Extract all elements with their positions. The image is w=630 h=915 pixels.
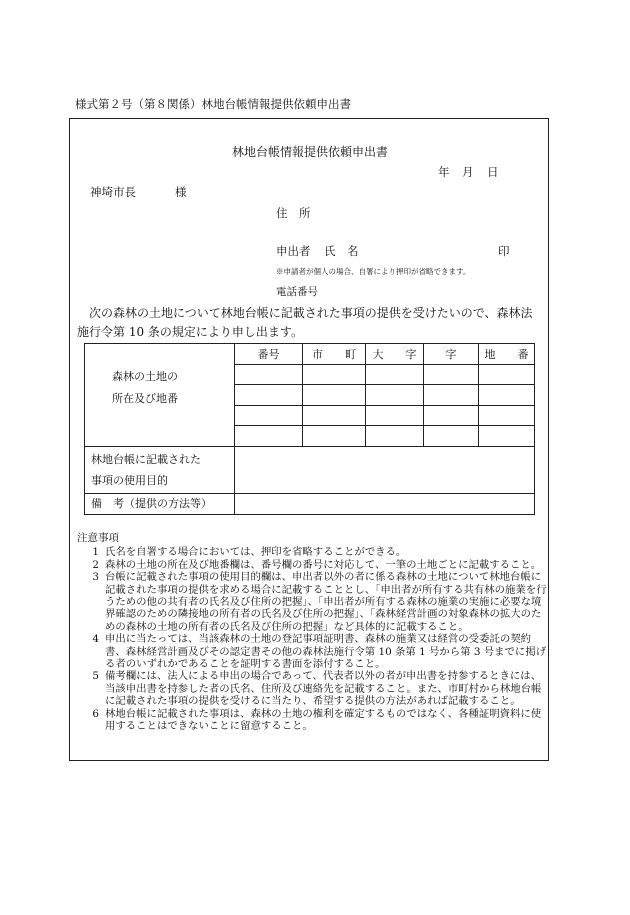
applicant-role-label: 申出者 bbox=[276, 244, 311, 258]
column-header-aza: 字 bbox=[424, 344, 479, 365]
notes-section bbox=[77, 532, 547, 733]
note-text: 台帳に記載された事項の使用目的欄は、申出者以外の者に係る森林の土地について林地台帳に記載された事項の提供を求める場合に記載することとし、「申出者が所有する共有林の施業を行うための他の共有者の氏名及び住所の把握」、「申出者が所有する森林の施業の実施に必要な境界確認のための隣接地の所有者の氏名及び住所の把握」、「森林経営計画の対象森林の拡大のための森林の土地の所有者の氏名及び住所の把握」など具体的に記載すること。 bbox=[105, 571, 547, 633]
seal-note: ※申請者が個人の場合、自署により押印が省略できます。 bbox=[276, 267, 471, 276]
table-row bbox=[85, 446, 535, 493]
list-item bbox=[77, 559, 547, 571]
table-cell[interactable] bbox=[366, 405, 424, 426]
address-label[interactable]: 住 所 bbox=[276, 206, 311, 220]
note-text: 林地台帳に記載された事項は、森林の土地の権利を確定するものではなく、各種証明資料に使用することはできないことに留意すること。 bbox=[105, 707, 542, 733]
list-item bbox=[77, 708, 547, 733]
table-cell[interactable] bbox=[303, 405, 366, 426]
table-cell[interactable] bbox=[235, 364, 303, 385]
table-cell[interactable] bbox=[235, 385, 303, 406]
form-title: 林地台帳情報提供依頼申出書 bbox=[232, 145, 389, 159]
table-row bbox=[85, 344, 535, 365]
notes-heading: 注意事項 bbox=[77, 532, 119, 544]
table-cell[interactable] bbox=[479, 364, 535, 385]
intro-text-line-2: 施行令第 10 条の規定により申し出ます。 bbox=[77, 325, 303, 339]
list-item bbox=[77, 571, 547, 633]
note-number: 6 bbox=[92, 707, 99, 720]
table-cell[interactable] bbox=[479, 385, 535, 406]
note-number: 1 bbox=[92, 546, 99, 559]
intro-text-line-1: 次の森林の土地について林地台帳に記載された事項の提供を受けたいので、森林法 bbox=[77, 306, 533, 320]
table-cell[interactable] bbox=[303, 364, 366, 385]
date-year-label[interactable]: 年 bbox=[438, 165, 450, 179]
name-label[interactable]: 氏 名 bbox=[324, 244, 359, 258]
date-day-label[interactable]: 日 bbox=[487, 165, 499, 179]
purpose-input-cell[interactable] bbox=[235, 446, 535, 493]
location-label-line-1: 森林の土地の bbox=[112, 370, 178, 383]
land-info-table bbox=[84, 343, 535, 515]
phone-label[interactable]: 電話番号 bbox=[276, 286, 318, 298]
note-text: 森林の土地の所在及び地番欄は、番号欄の番号に対応して、一筆の土地ごとに記載すること。 bbox=[105, 558, 542, 571]
list-item bbox=[77, 670, 547, 707]
form-number-label: 様式第２号（第８関係）林地台帳情報提供依頼申出書 bbox=[75, 97, 351, 111]
column-header-city: 市 町 bbox=[303, 344, 366, 365]
date-month-label[interactable]: 月 bbox=[462, 165, 474, 179]
location-label-cell bbox=[85, 344, 235, 447]
note-text: 備考欄には、法人による申出の場合であって、代表者以外の者が申出書を持参するときには、当該申出書を持参した者の氏名、住所及び連絡先を記載すること。また、市町村から林地台帳に記載された事項の提供を受けるに当たり、希望する提供の方法があれば記載すること。 bbox=[105, 670, 542, 708]
purpose-label-line-1: 林地台帳に記載された bbox=[91, 452, 201, 466]
table-cell[interactable] bbox=[303, 385, 366, 406]
column-header-oaza: 大 字 bbox=[366, 344, 424, 365]
purpose-label-cell bbox=[85, 446, 235, 493]
note-number: 2 bbox=[92, 558, 99, 571]
note-text: 氏名を自署する場合においては、押印を省略することができる。 bbox=[105, 546, 407, 559]
note-number: 4 bbox=[92, 633, 99, 646]
table-cell[interactable] bbox=[479, 426, 535, 447]
table-cell[interactable] bbox=[303, 426, 366, 447]
list-item bbox=[77, 633, 547, 670]
seal-mark: 印 bbox=[498, 244, 510, 258]
table-cell[interactable] bbox=[235, 426, 303, 447]
table-cell[interactable] bbox=[424, 385, 479, 406]
table-cell[interactable] bbox=[424, 426, 479, 447]
table-cell[interactable] bbox=[424, 405, 479, 426]
table-cell[interactable] bbox=[366, 385, 424, 406]
table-cell[interactable] bbox=[424, 364, 479, 385]
note-number: 3 bbox=[92, 571, 99, 584]
table-row bbox=[85, 493, 535, 514]
location-label-line-2: 所在及び地番 bbox=[112, 392, 178, 405]
list-item bbox=[77, 546, 547, 558]
addressee-name: 神埼市長 bbox=[90, 185, 136, 199]
purpose-label-line-2: 事項の使用目的 bbox=[91, 473, 168, 487]
table-cell[interactable] bbox=[235, 405, 303, 426]
table-cell[interactable] bbox=[366, 364, 424, 385]
note-number: 5 bbox=[92, 670, 99, 683]
table-cell[interactable] bbox=[366, 426, 424, 447]
table-cell[interactable] bbox=[479, 405, 535, 426]
remarks-label-cell: 備 考（提供の方法等） bbox=[85, 493, 235, 514]
addressee-honorific: 様 bbox=[175, 185, 187, 199]
column-header-lot-number: 地 番 bbox=[479, 344, 535, 365]
column-header-number: 番号 bbox=[235, 344, 303, 365]
remarks-input-cell[interactable] bbox=[235, 493, 535, 514]
note-text: 申出に当たっては、当該森林の土地の登記事項証明書、森林の施業又は経営の受委託の契約書、森林経営計画及びその認定書その他の森林法施行令第 10 条第 1 号から第 3 号までに掲げる者のいずれかであることを証明する書面を添付すること。 bbox=[105, 633, 547, 671]
